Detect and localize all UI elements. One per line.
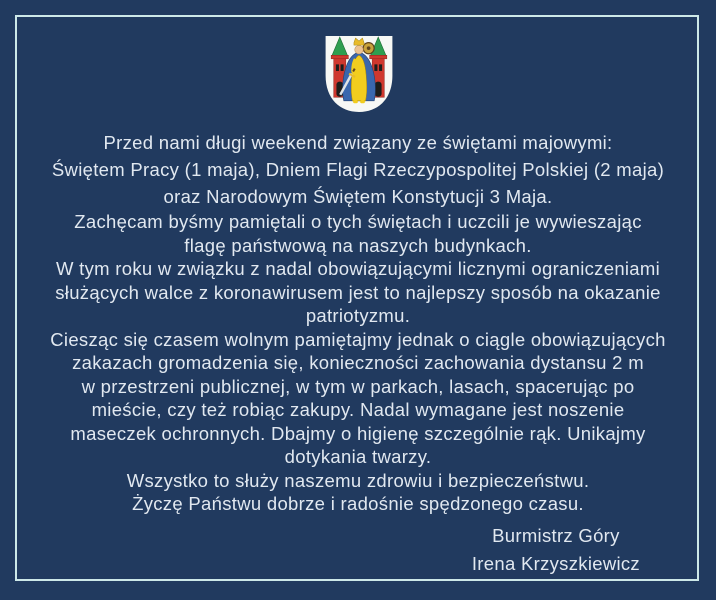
town-crest-icon — [320, 33, 398, 116]
gora-coat-of-arms — [320, 33, 398, 116]
body-line: dotykania twarzy. — [284, 446, 432, 467]
body-line: Zachęcam byśmy pamiętali o tych świętach i uczcili je wywieszając — [74, 211, 642, 232]
body-line: flagę państwową na naszych budynkach. — [184, 234, 532, 256]
intro-line: oraz Narodowym Świętem Konstytucji 3 Maja. — [163, 186, 553, 207]
intro-line: Świętem Pracy (1 maja), Dniem Flagi Rzeczypospolitej Polskiej (2 maja) — [51, 159, 665, 180]
signature-role: Burmistrz Góry — [492, 525, 620, 546]
signature-block — [472, 522, 640, 578]
intro-paragraph — [0, 129, 716, 210]
body-line: służących walce z koronawirusem jest to najlepszy sposób na okazanie — [55, 281, 661, 303]
signature-name: Irena Krzyszkiewicz — [471, 553, 640, 574]
body-line: Ciesząc się czasem wolnym pamiętajmy jednak o ciągle obowiązujących — [50, 328, 666, 350]
body-line: w przestrzeni publicznej, w tym w parkach, lasach, spacerując po — [81, 375, 635, 397]
body-line: Życzę Państwu dobrze i radośnie spędzonego czasu. — [132, 493, 584, 514]
body-line: patriotyzmu. — [305, 305, 411, 326]
body-line: W tym roku w związku z nadal obowiązującymi licznymi ograniczeniami — [55, 258, 661, 279]
body-line: Wszystko to służy naszemu zdrowiu i bezpieczeństwu. — [126, 469, 590, 491]
announcement-text — [0, 129, 716, 516]
catherine-wheel — [363, 43, 374, 54]
body-line: mieście, czy też robiąc zakupy. Nadal wymagane jest noszenie — [91, 399, 625, 420]
intro-line: Przed nami długi weekend związany ze świętami majowymi: — [103, 132, 613, 153]
body-paragraph — [0, 210, 716, 516]
body-line: zakazach gromadzenia się, konieczności zachowania dystansu 2 m — [72, 352, 644, 373]
body-line: maseczek ochronnych. Dbajmy o higienę szczególnie rąk. Unikajmy — [70, 422, 646, 444]
